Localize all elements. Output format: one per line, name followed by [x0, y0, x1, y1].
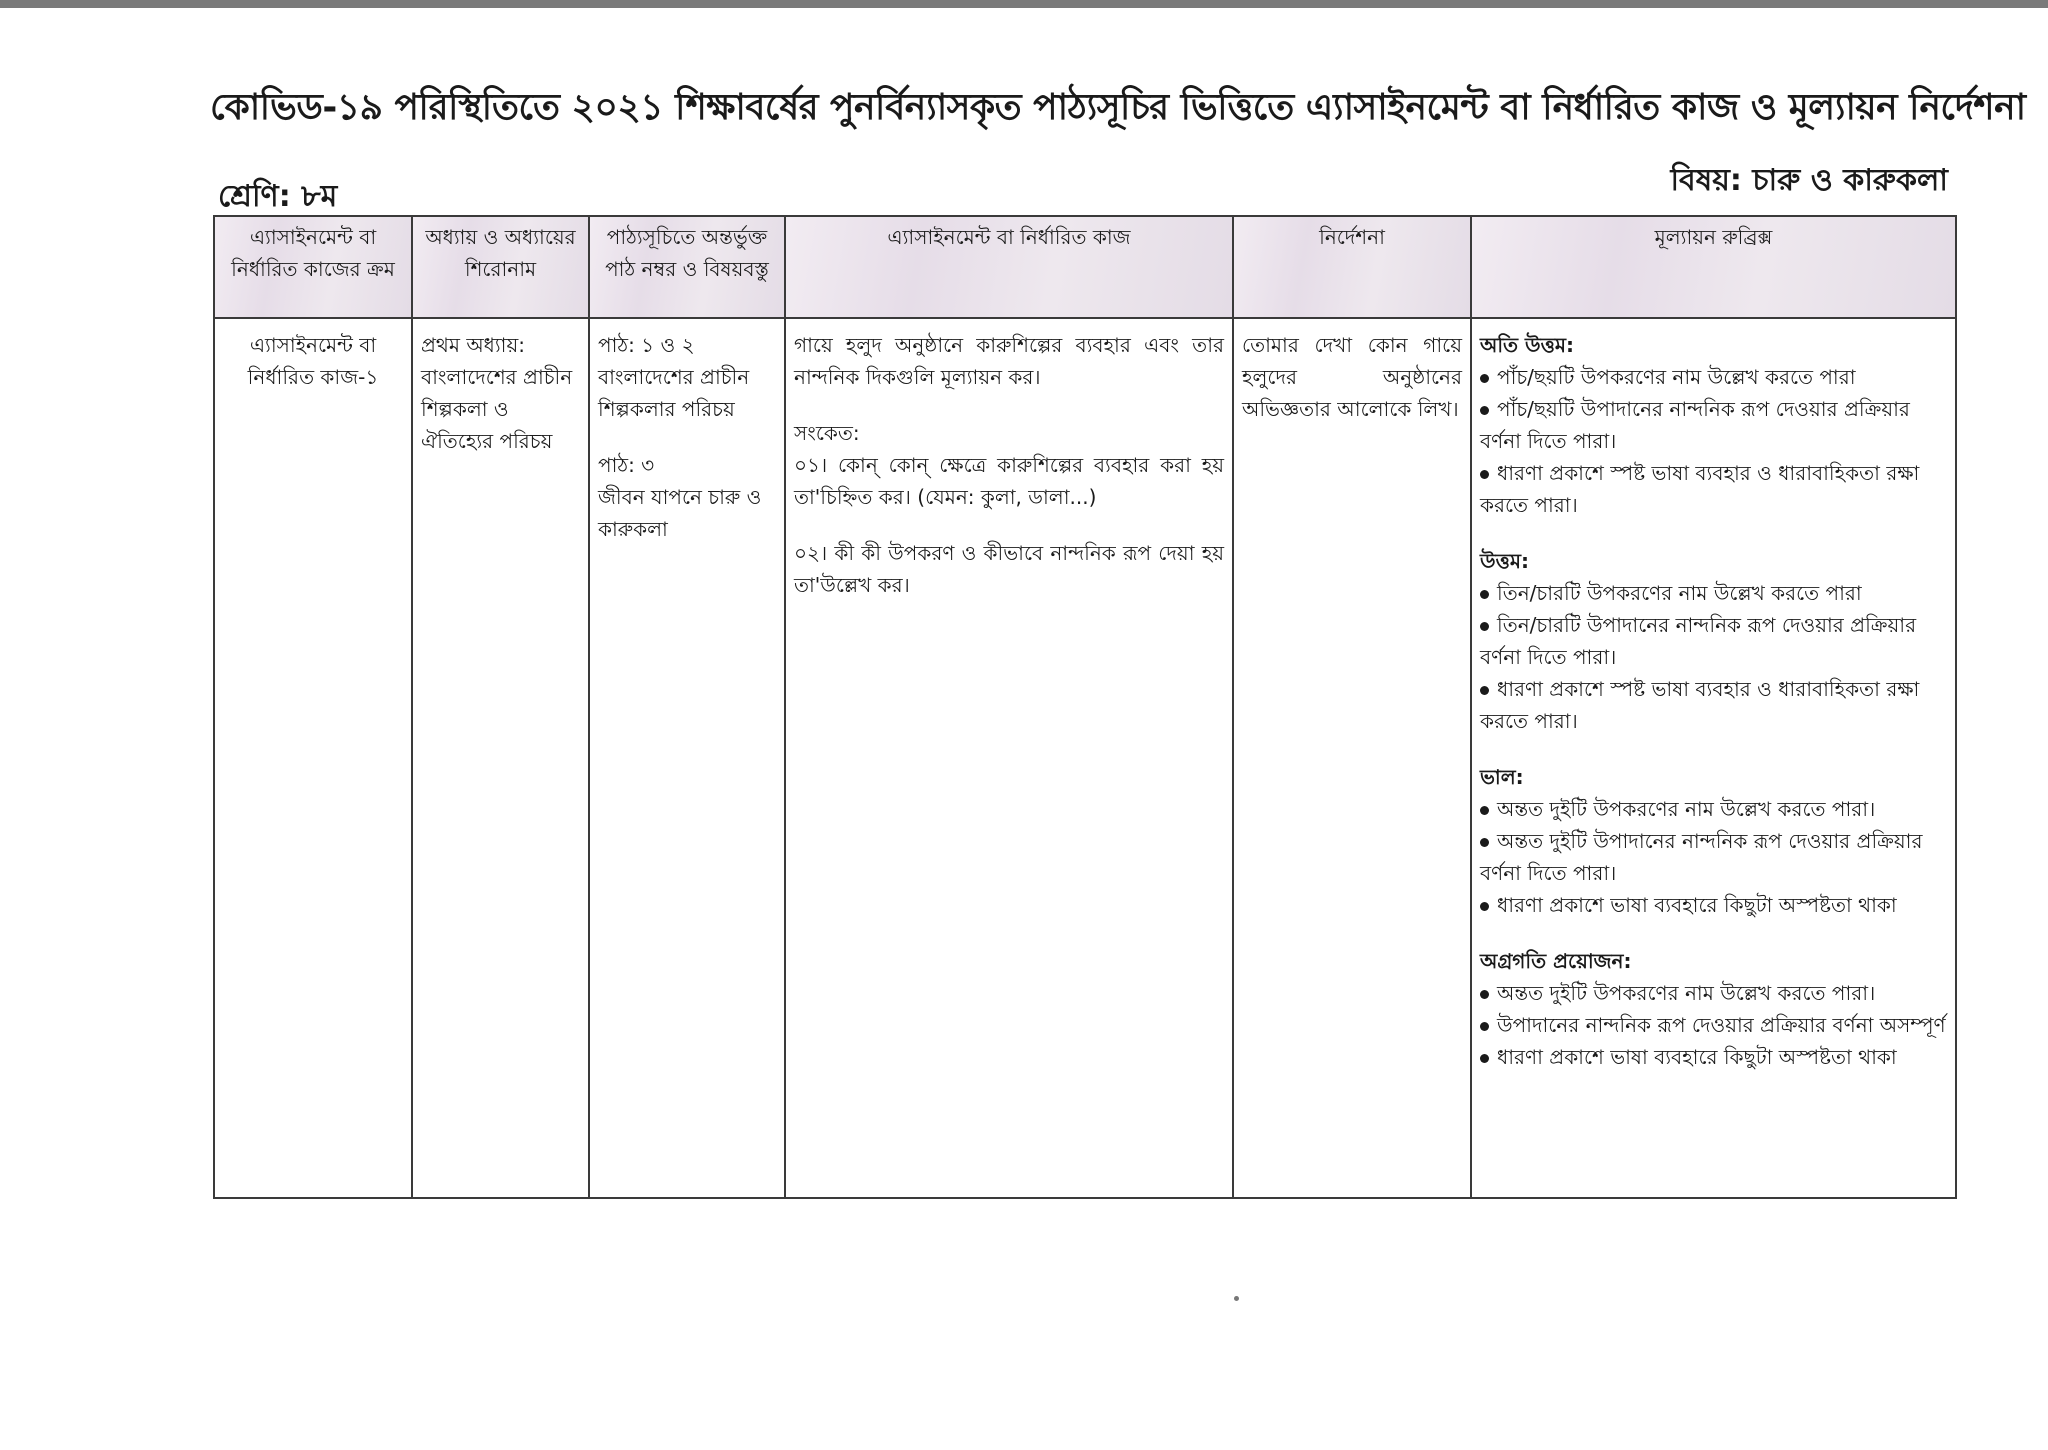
- hint-item: ০২। কী কী উপকরণ ও কীভাবে নান্দনিক রূপ দেয়া হয় তা'উল্লেখ কর।: [794, 541, 1224, 597]
- rubric-item: অন্তত দুইটি উপাদানের নান্দনিক রূপ দেওয়ার প্রক্রিয়ার বর্ণনা দিতে পারা।: [1480, 829, 1923, 885]
- instruction-text: তোমার দেখা কোন গায়ে হলুদের অনুষ্ঠানের অভিজ্ঞতার আলোকে লিখ।: [1242, 333, 1462, 421]
- cell-chapter: [412, 318, 589, 1198]
- cell-instruction: [1233, 318, 1471, 1198]
- class-label: শ্রেণি: ৮ম: [218, 179, 338, 214]
- scan-speck: [1234, 1296, 1239, 1301]
- lesson-content: বাংলাদেশের প্রাচীন শিল্পকলার পরিচয়: [598, 365, 750, 421]
- bullet-icon: [1480, 1022, 1489, 1031]
- bullet-icon: [1480, 838, 1489, 847]
- bullet-icon: [1480, 470, 1489, 479]
- cell-lessons: [589, 318, 785, 1198]
- header-instruction: নির্দেশনা: [1233, 216, 1471, 318]
- bullet-icon: [1480, 406, 1489, 415]
- rubric-item: তিন/চারটি উপাদানের নান্দনিক রূপ দেওয়ার প্রক্রিয়ার বর্ণনা দিতে পারা।: [1480, 613, 1917, 669]
- header-assignment: এ্যাসাইনমেন্ট বা নির্ধারিত কাজ: [785, 216, 1233, 318]
- bullet-icon: [1480, 902, 1489, 911]
- table-header-row: [214, 216, 1956, 318]
- bullet-icon: [1480, 590, 1489, 599]
- assignment-main: গায়ে হলুদ অনুষ্ঠানে কারুশিল্পের ব্যবহার এবং তার নান্দনিক দিকগুলি মূল্যায়ন কর।: [794, 333, 1224, 389]
- rubric-item: উপাদানের নান্দনিক রূপ দেওয়ার প্রক্রিয়ার বর্ণনা অসম্পূর্ণ: [1480, 1009, 1947, 1041]
- subject-label: বিষয়: চারু ও কারুকলা: [1670, 163, 1948, 198]
- header-chapter: অধ্যায় ও অধ্যায়ের শিরোনাম: [412, 216, 589, 318]
- rubric-item: পাঁচ/ছয়টি উপকরণের নাম উল্লেখ করতে পারা: [1480, 361, 1947, 393]
- bullet-icon: [1480, 1054, 1489, 1063]
- document-title: কোভিড-১৯ পরিস্থিতিতে ২০২১ শিক্ষাবর্ষের পুনর্বিন্যাসকৃত পাঠ্যসূচির ভিত্তিতে এ্যাসাইনমেন্ট বা নির্ধারিত কাজ ও মূল্যায়ন নির্দেশনা: [210, 87, 2026, 128]
- rubric-level-title: ভাল:: [1480, 765, 1524, 789]
- lesson-label: পাঠ: ৩: [598, 453, 655, 477]
- cell-rubric: [1471, 318, 1956, 1198]
- rubric-item: অন্তত দুইটি উপকরণের নাম উল্লেখ করতে পারা।: [1480, 977, 1947, 1009]
- cell-sequence: [214, 318, 412, 1198]
- header-sequence: এ্যাসাইনমেন্ট বা নির্ধারিত কাজের ক্রম: [214, 216, 412, 318]
- assignment-table: [213, 215, 1957, 1199]
- bullet-icon: [1480, 990, 1489, 999]
- hint-item: ০১। কোন্ কোন্ ক্ষেত্রে কারুশিল্পের ব্যবহার করা হয় তা'চিহ্নিত কর। (যেমন: কুলা, ডালা...): [794, 453, 1224, 509]
- lesson-label: পাঠ: ১ ও ২: [598, 333, 695, 357]
- bullet-icon: [1480, 374, 1489, 383]
- rubric-item: পাঁচ/ছয়টি উপাদানের নান্দনিক রূপ দেওয়ার প্রক্রিয়ার বর্ণনা দিতে পারা।: [1480, 397, 1910, 453]
- header-rubric: মূল্যায়ন রুব্রিক্স: [1471, 216, 1956, 318]
- cell-assignment: [785, 318, 1233, 1198]
- scan-top-edge: [0, 0, 2048, 8]
- bullet-icon: [1480, 806, 1489, 815]
- hint-title: সংকেত:: [794, 421, 860, 445]
- chapter-name: বাংলাদেশের প্রাচীন শিল্পকলা ও ঐতিহ্যের পরিচয়: [421, 365, 573, 453]
- bullet-icon: [1480, 686, 1489, 695]
- rubric-level-title: উত্তম:: [1480, 549, 1529, 573]
- header-lesson: পাঠ্যসূচিতে অন্তর্ভুক্ত পাঠ নম্বর ও বিষয়বস্তু: [589, 216, 785, 318]
- rubric-item: অন্তত দুইটি উপকরণের নাম উল্লেখ করতে পারা।: [1480, 793, 1947, 825]
- chapter-title: প্রথম অধ্যায়:: [421, 333, 525, 357]
- bullet-icon: [1480, 622, 1489, 631]
- rubric-level-title: অতি উত্তম:: [1480, 333, 1574, 357]
- sequence-text: এ্যাসাইনমেন্ট বা নির্ধারিত কাজ-১: [247, 333, 379, 389]
- rubric-item: ধারণা প্রকাশে ভাষা ব্যবহারে কিছুটা অস্পষ্টতা থাকা: [1480, 1041, 1947, 1073]
- rubric-item: ধারণা প্রকাশে ভাষা ব্যবহারে কিছুটা অস্পষ্টতা থাকা: [1480, 889, 1947, 921]
- rubric-item: ধারণা প্রকাশে স্পষ্ট ভাষা ব্যবহার ও ধারাবাহিকতা রক্ষা করতে পারা।: [1480, 677, 1920, 733]
- rubric-item: তিন/চারটি উপকরণের নাম উল্লেখ করতে পারা: [1480, 577, 1947, 609]
- lesson-content: জীবন যাপনে চারু ও কারুকলা: [598, 485, 762, 541]
- rubric-item: ধারণা প্রকাশে স্পষ্ট ভাষা ব্যবহার ও ধারাবাহিকতা রক্ষা করতে পারা।: [1480, 461, 1920, 517]
- table-row: [214, 318, 1956, 1198]
- rubric-level-title: অগ্রগতি প্রয়োজন:: [1480, 949, 1632, 973]
